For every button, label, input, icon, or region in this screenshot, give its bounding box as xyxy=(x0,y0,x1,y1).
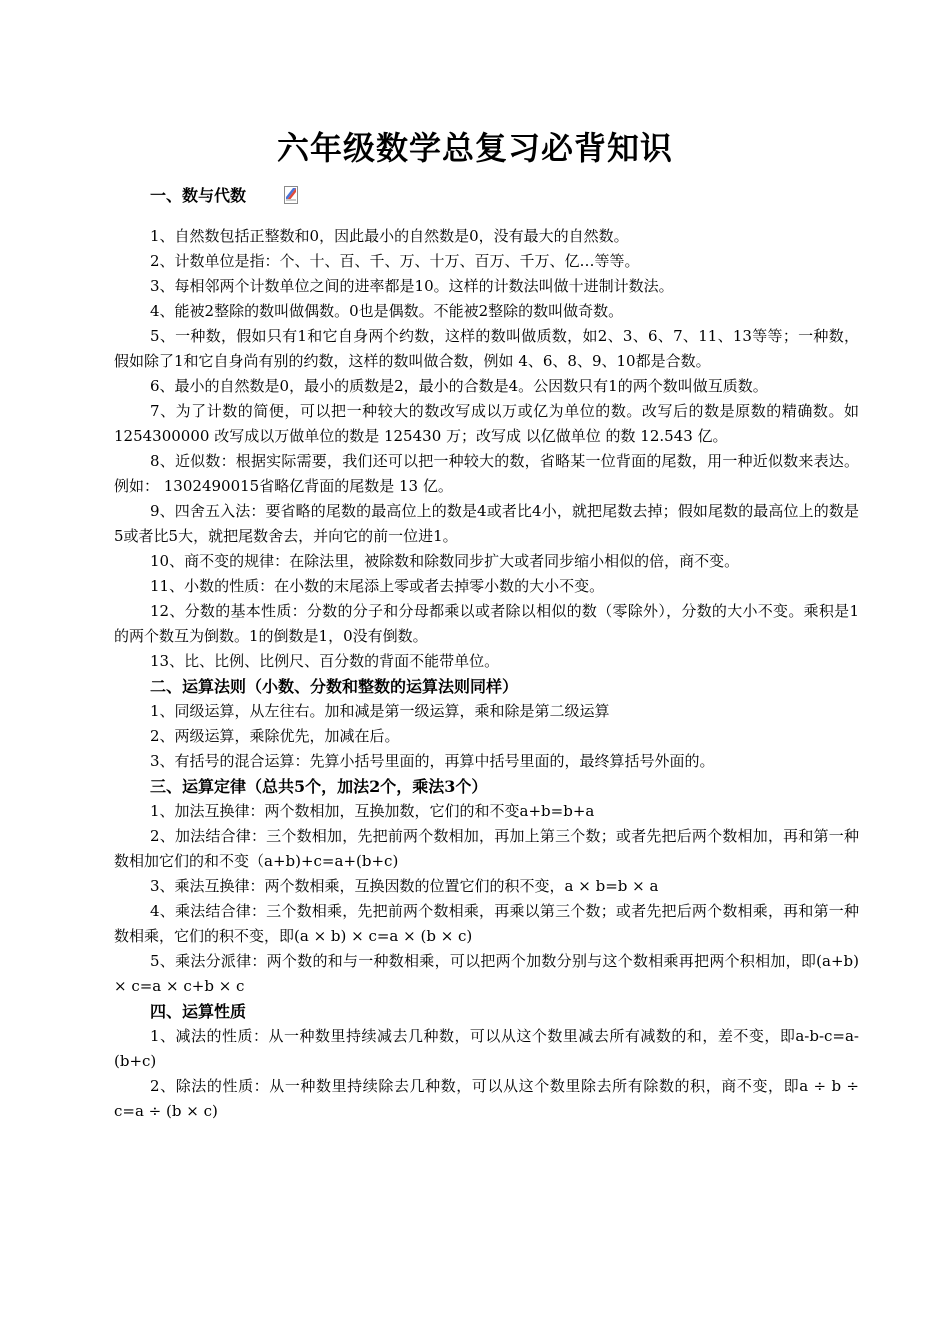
paragraph-3-4: 4、乘法结合律：三个数相乘，先把前两个数相乘，再乘以第三个数；或者先把后两个数相乘，再和第一种数相乘，它们的积不变，即(a × b) × c=a × (b × c) xyxy=(114,902,859,945)
section-heading-operation-properties: 四、运算性质 xyxy=(150,1002,247,1021)
paragraph-4-1: 1、减法的性质：从一种数里持续减去几种数，可以从这个数里减去所有减数的和，差不变，即a-b-c=a-(b+c) xyxy=(114,1027,859,1070)
paragraph-1-2: 2、计数单位是指：个、十、百、千、万、十万、百万、千万、亿…等等。 xyxy=(150,252,640,270)
small-picture-icon xyxy=(248,186,262,204)
page-title: 六年级数学总复习必背知识 xyxy=(276,129,673,167)
paragraph-3-5: 5、乘法分派律：两个数的和与一种数相乘，可以把两个加数分别与这个数相乘再把两个积相加，即(a+b) × c=a × c+b × c xyxy=(114,952,859,995)
paragraph-3-2: 2、加法结合律：三个数相加，先把前两个数相加，再加上第三个数；或者先把后两个数相加，再和第一种数相加它们的和不变（a+b)+c=a+(b+c) xyxy=(114,827,859,870)
paragraph-1-13: 13、比、比例、比例尺、百分数的背面不能带单位。 xyxy=(150,652,500,670)
paragraph-2-3: 3、有括号的混合运算：先算小括号里面的，再算中括号里面的，最终算括号外面的。 xyxy=(150,752,715,770)
paragraph-3-1: 1、加法互换律：两个数相加，互换加数，它们的和不变a+b=b+a xyxy=(150,802,595,820)
paragraph-1-3: 3、每相邻两个计数单位之间的进率都是10。这样的计数法叫做十进制计数法。 xyxy=(150,277,674,295)
paragraph-1-12: 12、分数的基本性质：分数的分子和分母都乘以或者除以相似的数（零除外），分数的大小不变。乘积是1的两个数互为倒数。1的倒数是1，0没有倒数。 xyxy=(114,602,859,645)
paragraph-1-9: 9、四舍五入法：要省略的尾数的最高位上的数是4或者比4小，就把尾数去掉；假如尾数的最高位上的数是5或者比5大，就把尾数舍去，并向它的前一位进1。 xyxy=(114,502,859,545)
paragraph-1-11: 11、小数的性质：在小数的末尾添上零或者去掉零小数的大小不变。 xyxy=(150,577,605,595)
paragraph-1-4: 4、能被2整除的数叫做偶数。0也是偶数。不能被2整除的数叫做奇数。 xyxy=(150,302,624,320)
paragraph-4-2: 2、除法的性质：从一种数里持续除去几种数，可以从这个数里除去所有除数的积，商不变，即a ÷ b ÷ c=a ÷ (b × c) xyxy=(114,1077,859,1120)
paragraph-1-6: 6、最小的自然数是0，最小的质数是2，最小的合数是4。公因数只有1的两个数叫做互质数。 xyxy=(150,377,768,395)
paragraph-3-3: 3、乘法互换律：两个数相乘，互换因数的位置它们的积不变，a × b=b × a xyxy=(150,877,659,895)
paragraph-2-2: 2、两级运算，乘除优先，加减在后。 xyxy=(150,727,400,745)
paragraph-1-10: 10、商不变的规律：在除法里，被除数和除数同步扩大或者同步缩小相似的倍，商不变。 xyxy=(150,552,740,570)
section-heading-operation-rules: 二、运算法则（小数、分数和整数的运算法则同样） xyxy=(150,677,519,696)
paragraph-1-8: 8、近似数：根据实际需要，我们还可以把一种较大的数，省略某一位背面的尾数，用一种近似数来表达。 例如： 1302490015省略亿背面的尾数是 13 亿。 xyxy=(114,452,859,495)
section-heading-number-algebra xyxy=(114,183,859,208)
paragraph-1-1: 1、自然数包括正整数和0，因此最小的自然数是0，没有最大的自然数。 xyxy=(150,227,629,245)
section-heading-operation-laws: 三、运算定律（总共5个，加法2个，乘法3个） xyxy=(150,777,488,796)
section-heading-label: 一、数与代数 xyxy=(150,186,247,205)
document-body xyxy=(114,183,859,1124)
paragraph-2-1: 1、同级运算，从左往右。加和减是第一级运算，乘和除是第二级运算 xyxy=(150,702,610,720)
paragraph-1-7: 7、为了计数的简便，可以把一种较大的数改写成以万或亿为单位的数。改写后的数是原数的精确数。如1254300000 改写成以万做单位的数是 125430 万；改写成 以亿做单位 的数 12.543 亿。 xyxy=(114,402,859,445)
paragraph-1-5: 5、一种数，假如只有1和它自身两个约数，这样的数叫做质数，如2、3、6、7、11、13等等；一种数，假如除了1和它自身尚有别的约数，这样的数叫做合数，例如 4、6、8、9、10都是合数。 xyxy=(114,327,859,370)
